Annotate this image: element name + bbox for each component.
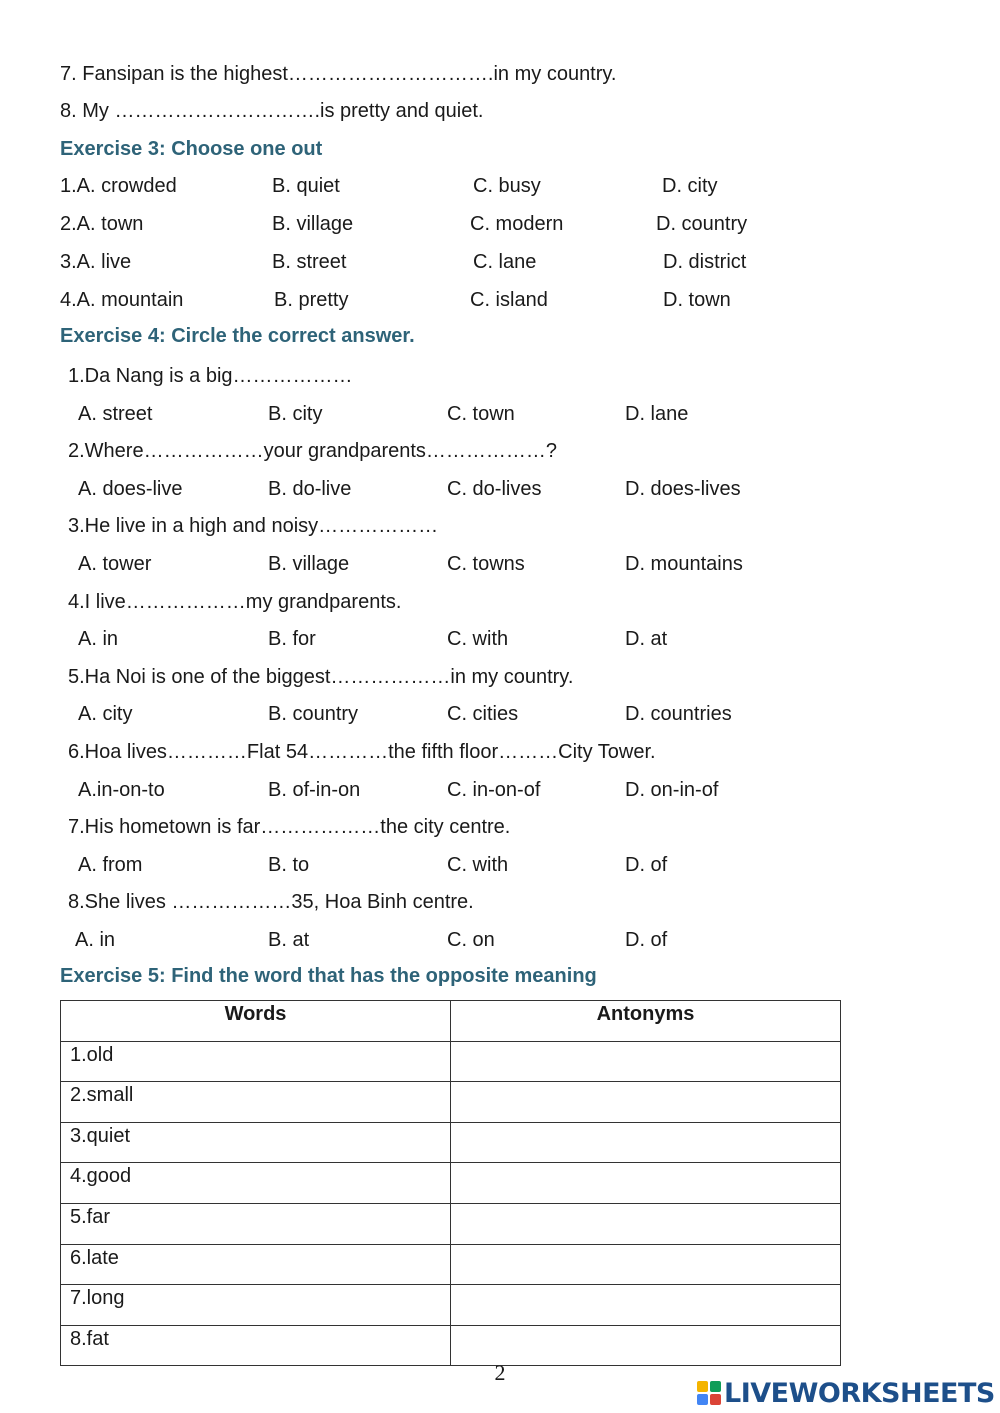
ex2-question-7: 7. Fansipan is the highest………………………….in my country.	[60, 63, 617, 85]
antonym-answer-cell[interactable]	[451, 1203, 841, 1244]
ex4-option[interactable]: A. tower	[78, 553, 152, 575]
ex4-option[interactable]: C. do-lives	[447, 477, 542, 500]
ex4-option[interactable]: D. mountains	[625, 553, 743, 575]
ex4-option[interactable]: B. city	[268, 402, 323, 425]
ex3-option[interactable]: D. country	[656, 213, 748, 235]
word-cell: 7.long	[61, 1285, 451, 1326]
ex3-option[interactable]: D. town	[663, 289, 731, 311]
ex4-option[interactable]: A. in	[75, 929, 116, 951]
ex3-option[interactable]: B. quiet	[272, 175, 340, 197]
ex4-question: 1.Da Nang is a big………………	[68, 365, 353, 387]
ex4-question: 7.His hometown is far………………the city centre.	[68, 816, 511, 839]
word-cell: 1.old	[61, 1041, 451, 1082]
ex3-option[interactable]: 1.A. crowded	[60, 175, 177, 197]
exercise-4-heading: Exercise 4: Circle the correct answer.	[60, 325, 415, 347]
ex4-option[interactable]: A.in-on-to	[78, 778, 165, 801]
ex4-option[interactable]: A. city	[78, 703, 133, 726]
ex4-question: 8.She lives ………………35, Hoa Binh centre.	[68, 891, 474, 914]
ex4-question: 5.Ha Noi is one of the biggest………………in my country.	[68, 665, 574, 688]
ex4-option[interactable]: A. does-live	[78, 477, 183, 500]
ex3-option[interactable]: B. pretty	[274, 289, 349, 311]
ex4-option[interactable]: A. in	[78, 628, 119, 651]
table-row	[61, 1163, 841, 1204]
ex3-option[interactable]: D. city	[662, 175, 718, 197]
antonyms-column-header: Antonyms	[451, 1001, 841, 1042]
ex4-option[interactable]: B. country	[268, 703, 359, 726]
ex3-option[interactable]: C. modern	[470, 213, 564, 235]
word-cell: 8.fat	[61, 1325, 451, 1366]
ex3-option[interactable]: 3.A. live	[60, 251, 132, 273]
table-row	[61, 1082, 841, 1123]
ex3-option[interactable]: C. island	[470, 289, 548, 311]
ex3-option[interactable]: 4.A. mountain	[60, 289, 184, 311]
exercise-5-heading: Exercise 5: Find the word that has the opposite meaning	[60, 965, 597, 987]
ex4-option[interactable]: B. do-live	[268, 477, 352, 500]
table-header-row	[61, 1001, 841, 1042]
ex4-option[interactable]: A. street	[78, 402, 153, 425]
ex4-option[interactable]: B. to	[268, 853, 310, 876]
antonym-answer-cell[interactable]	[451, 1244, 841, 1285]
ex4-option[interactable]: B. village	[268, 553, 350, 575]
ex4-question: 6.Hoa lives…………Flat 54…………the fifth floor………City Tower.	[68, 741, 656, 763]
ex4-option[interactable]: D. lane	[625, 402, 689, 425]
ex3-option[interactable]: C. lane	[473, 251, 537, 273]
ex2-question-8: 8. My ………………………….is pretty and quiet.	[60, 100, 484, 122]
brand-name: LIVEWORKSHEETS	[724, 1377, 995, 1409]
ex3-option[interactable]: C. busy	[473, 175, 541, 197]
ex4-option[interactable]: B. for	[268, 628, 316, 651]
table-row	[61, 1122, 841, 1163]
ex4-question: 3.He live in a high and noisy………………	[68, 515, 439, 538]
liveworksheets-logo	[697, 1377, 995, 1409]
logo-icon	[697, 1381, 721, 1405]
table-row	[61, 1041, 841, 1082]
ex3-option[interactable]: D. district	[663, 251, 747, 273]
word-cell: 6.late	[61, 1244, 451, 1285]
words-column-header: Words	[61, 1001, 451, 1042]
ex4-option[interactable]: B. of-in-on	[268, 778, 361, 801]
ex4-option[interactable]: D. does-lives	[625, 477, 741, 500]
ex4-question: 2.Where………………your grandparents………………?	[68, 440, 558, 463]
ex4-question: 4.I live………………my grandparents.	[68, 590, 402, 613]
table-row	[61, 1285, 841, 1326]
ex4-option[interactable]: D. of	[625, 929, 668, 951]
ex4-option[interactable]: B. at	[268, 929, 310, 951]
antonyms-table	[60, 1000, 841, 1366]
ex4-option[interactable]: A. from	[78, 853, 143, 876]
ex4-option[interactable]: C. with	[447, 628, 509, 651]
ex4-option[interactable]: C. with	[447, 853, 509, 876]
exercise-3-heading: Exercise 3: Choose one out	[60, 138, 323, 160]
ex4-option[interactable]: D. on-in-of	[625, 778, 719, 801]
ex4-option[interactable]: C. cities	[447, 703, 519, 726]
word-cell: 5.far	[61, 1203, 451, 1244]
antonym-answer-cell[interactable]	[451, 1122, 841, 1163]
ex3-option[interactable]: 2.A. town	[60, 213, 144, 235]
antonym-answer-cell[interactable]	[451, 1285, 841, 1326]
ex4-option[interactable]: C. town	[447, 402, 515, 425]
page-number: 2	[494, 1360, 506, 1385]
word-cell: 3.quiet	[61, 1122, 451, 1163]
ex3-option[interactable]: B. village	[272, 213, 354, 235]
ex4-option[interactable]: D. of	[625, 853, 668, 876]
ex4-option[interactable]: C. in-on-of	[447, 778, 541, 801]
ex3-option[interactable]: B. street	[272, 251, 347, 273]
ex4-option[interactable]: C. on	[447, 929, 495, 951]
word-cell: 2.small	[61, 1082, 451, 1123]
ex4-option[interactable]: D. at	[625, 628, 668, 651]
table-row	[61, 1203, 841, 1244]
antonym-answer-cell[interactable]	[451, 1082, 841, 1123]
table-row	[61, 1244, 841, 1285]
ex4-option[interactable]: D. countries	[625, 703, 732, 726]
ex4-option[interactable]: C. towns	[447, 553, 525, 575]
antonym-answer-cell[interactable]	[451, 1163, 841, 1204]
antonym-answer-cell[interactable]	[451, 1041, 841, 1082]
word-cell: 4.good	[61, 1163, 451, 1204]
